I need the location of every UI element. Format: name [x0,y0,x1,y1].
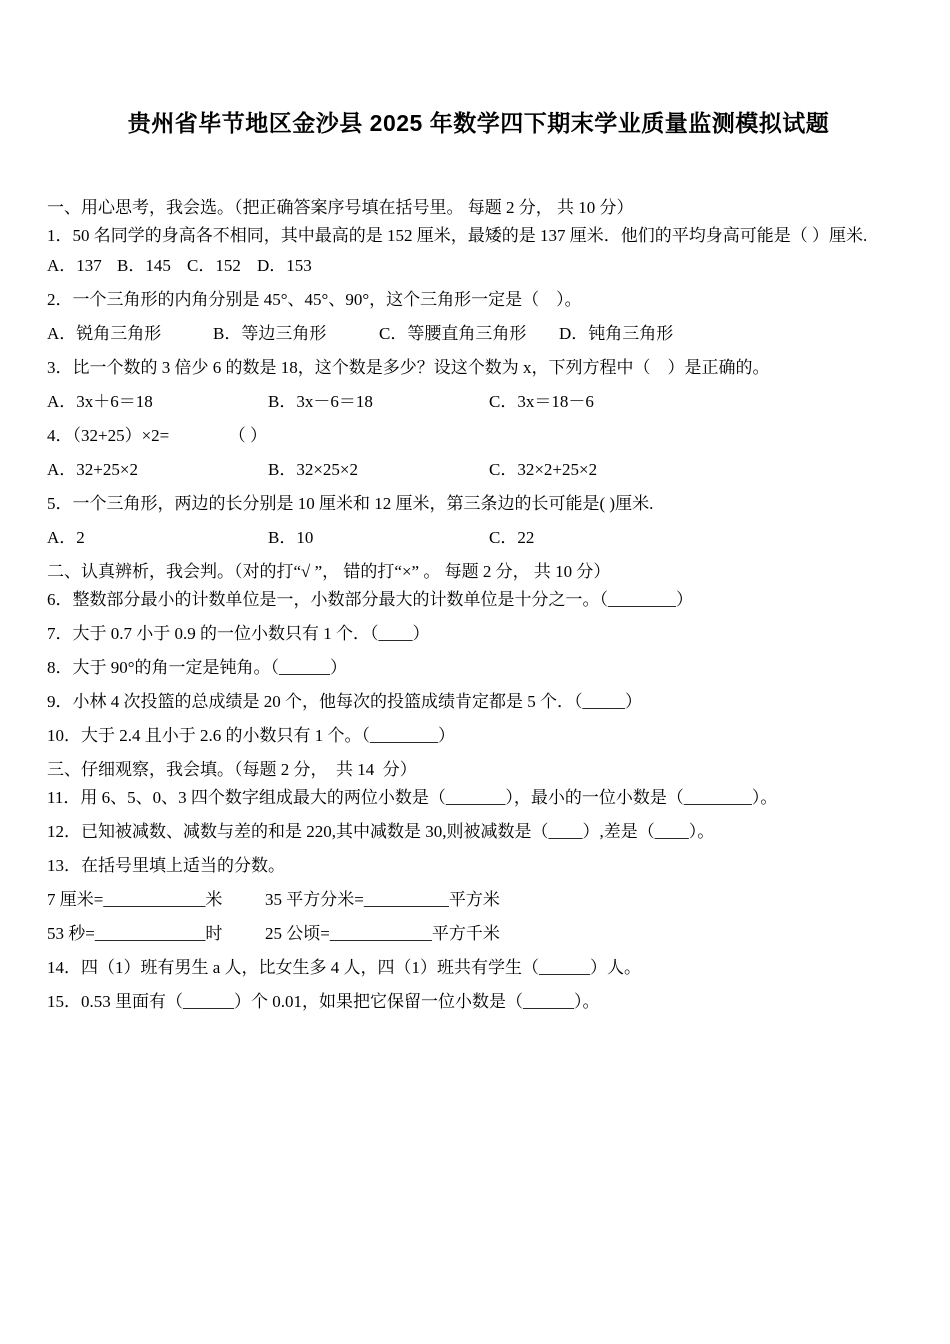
question-4-options [47,460,910,480]
conversion-cm-to-m: 7 厘米=____________米 [47,890,223,909]
question-4-option-b: B．32×25×2 [268,460,359,479]
question-6-text: 6．整数部分最小的计数单位是一，小数部分最大的计数单位是十分之一。（________） [47,590,693,609]
page-title: 贵州省毕节地区金沙县 2025 年数学四下期末学业质量监测模拟试题 [127,110,830,136]
section-1-header: 一、用心思考，我会选。（把正确答案序号填在括号里。 每题 2 分， 共 10 分） [47,198,634,217]
question-5-option-b: B．10 [268,528,314,547]
section-3-header: 三、仔细观察，我会填。（每题 2 分， 共 14 分） [47,760,417,779]
question-2-option-d: D．钝角三角形 [559,324,674,343]
conversion-hectare-to-sqkm: 25 公顷=____________平方千米 [265,924,500,943]
question-1-option-c: C．152 [187,256,241,275]
question-2-option-b: B．等边三角形 [213,324,327,343]
question-13-text: 13．在括号里填上适当的分数。 [47,856,285,875]
question-13-conversion-row-1 [47,890,910,910]
question-7-text: 7．大于 0.7 小于 0.9 的一位小数只有 1 个．（____） [47,624,430,643]
question-1-options [47,256,910,276]
question-3-text: 3．比一个数的 3 倍少 6 的数是 18，这个数是多少？设这个数为 x，下列方程中（ ）是正确的。 [47,358,770,377]
question-2-options [47,324,910,344]
question-10-text: 10．大于 2.4 且小于 2.6 的小数只有 1 个。（________） [47,726,455,745]
question-1-option-a: A．137 [47,256,102,275]
question-9-text: 9．小林 4 次投篮的总成绩是 20 个，他每次的投篮成绩肯定都是 5 个．（_____） [47,692,642,711]
question-5-text: 5．一个三角形，两边的长分别是 10 厘米和 12 厘米，第三条边的长可能是( )厘米. [47,494,654,513]
question-3-options [47,392,910,412]
question-8-text: 8．大于 90°的角一定是钝角。（______） [47,658,348,677]
conversion-sqdm-to-sqm: 35 平方分米=__________平方米 [265,890,500,909]
question-11-text: 11．用 6、5、0、3 四个数字组成最大的两位小数是（_______），最小的一位小数是（________）。 [47,788,778,807]
section-2-header: 二、认真辨析，我会判。（对的打“√ ”， 错的打“×” 。 每题 2 分， 共 10 分） [47,562,611,581]
question-4-option-c: C．32×2+25×2 [489,460,598,479]
question-4-option-a: A．32+25×2 [47,460,138,479]
question-1-option-d: D．153 [257,256,312,275]
conversion-sec-to-hour: 53 秒=_____________时 [47,924,223,943]
question-12-text: 12．已知被减数、减数与差的和是 220,其中减数是 30,则被减数是（____）,差是（____）。 [47,822,715,841]
question-2-text: 2．一个三角形的内角分别是 45°、45°、90°，这个三角形一定是（ ）。 [47,290,582,309]
question-3-option-b: B．3x－6＝18 [268,392,373,411]
question-1-text: 1．50 名同学的身高各不相同，其中最高的是 152 厘米，最矮的是 137 厘米．他们的平均身高可能是（ ）厘米. [47,226,868,245]
question-3-option-a: A．3x＋6＝18 [47,392,153,411]
question-4-text: 4．（32+25）×2= （ ） [47,426,268,445]
question-15-text: 15．0.53 里面有（______）个 0.01，如果把它保留一位小数是（______）。 [47,992,600,1011]
question-5-option-a: A．2 [47,528,85,547]
question-1-option-b: B．145 [117,256,171,275]
question-5-options [47,528,910,548]
question-2-option-c: C．等腰直角三角形 [379,324,527,343]
question-2-option-a: A．锐角三角形 [47,324,162,343]
question-14-text: 14．四（1）班有男生 a 人，比女生多 4 人，四（1）班共有学生（______）人。 [47,958,642,977]
question-5-option-c: C．22 [489,528,535,547]
question-3-option-c: C．3x＝18－6 [489,392,594,411]
question-13-conversion-row-2 [47,924,910,944]
